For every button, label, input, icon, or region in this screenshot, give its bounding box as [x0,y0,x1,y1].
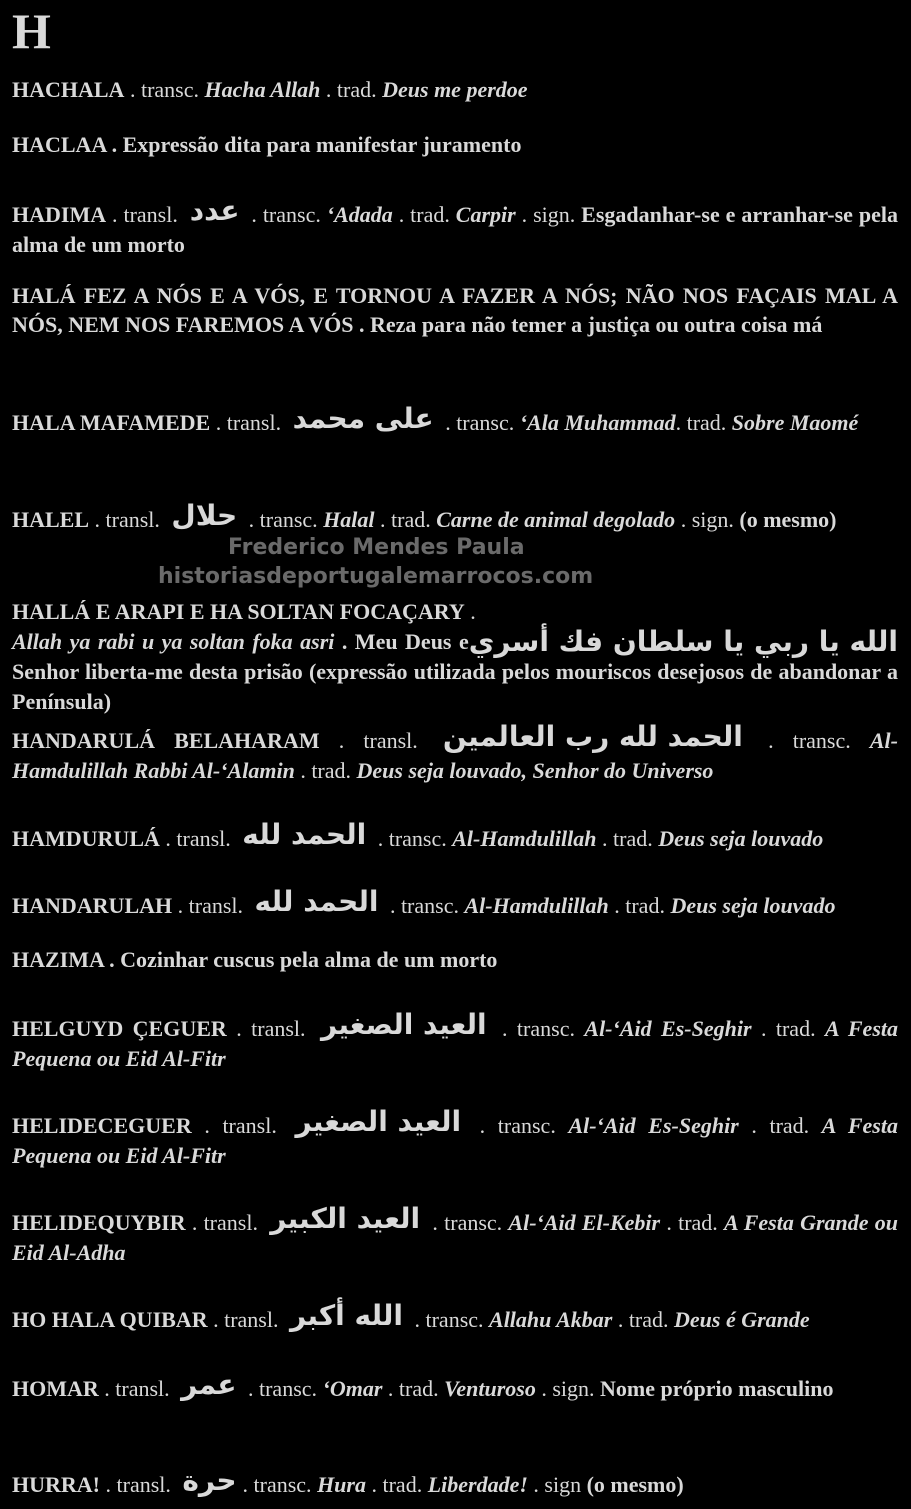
entry-headword: HACLAA . Expressão dita para manifestar juramento [12,132,522,157]
label: . transc. [243,507,324,532]
arabic-text: العيد الصغير [295,1105,462,1138]
label: . trad. [608,893,671,918]
entry-halel [12,501,898,535]
transcription: Al-‘Aid Es-Seghir [568,1113,739,1138]
label: . trad. [751,1016,825,1041]
label: . sign. [535,1376,601,1401]
entry-ho-hala-quibar [12,1301,898,1335]
label: . trad. [294,758,357,783]
label: . transc. [384,893,465,918]
translation: Carne de animal degolado [436,507,676,532]
entry-hazima [12,945,898,975]
translation: Carpir [455,202,516,227]
entry-headword: HALÁ FEZ A NÓS E A VÓS, E TORNOU A FAZER A NÓS; NÃO NOS FAÇAIS MAL A NÓS, NEM NOS FAREMOS A VÓS [12,283,898,337]
entry-headword: HALLÁ E ARAPI E HA SOLTAN FOCAÇARY [12,599,465,624]
label: . transc. [242,1472,318,1497]
transcription: Al-Hamdulillah [464,893,609,918]
entry-homar [12,1370,898,1404]
meaning: . Meu Deus e Senhor liberta-me desta prisão (expressão utilizada pelos mouriscos desejosos de abandonar a Península) [12,629,898,714]
label: . transc. [748,728,870,753]
label: . transl. [100,1472,177,1497]
translation: A Festa Grande ou Eid Al-Adha [12,1210,899,1265]
arabic-text: الحمد لله [242,818,367,851]
label: . sign. [675,507,740,532]
transcription: Halal [323,507,375,532]
translation: Venturoso [444,1376,536,1401]
label: . trad. [320,77,383,102]
label: . transl. [185,1210,265,1235]
entry-hala-fez [12,281,898,339]
label: . trad. [612,1307,675,1332]
label: . transc. [467,1113,569,1138]
entry-headword: HO HALA QUIBAR [12,1307,208,1332]
arabic-text: حرة [182,1464,237,1497]
transcription: ‘Omar [322,1376,383,1401]
translation: Deus me perdoe [382,77,528,102]
label: . transl. [210,410,287,435]
arabic-text: حلال [171,499,238,532]
transcription: ‘Ala Muhammad [519,410,676,435]
arabic-text: عدد [189,194,240,227]
label: . trad. [392,202,456,227]
label: . transl. [319,728,437,753]
label: . transl. [226,1016,315,1041]
meaning: (o mesmo) [739,507,837,532]
meaning: (o mesmo) [586,1472,684,1497]
arabic-text: الله يا ربي يا سلطان فك أسري [468,625,898,658]
entry-hadima [12,196,898,260]
label: . [464,599,476,624]
section-letter: H [12,3,51,59]
entry-headword: HACHALA [12,77,125,102]
transcription: Al-Hamdulillah Rabbi Al-‘Alamin [12,728,898,783]
transcription: Allahu Akbar [489,1307,613,1332]
label: . transl. [207,1307,284,1332]
entry-hamdurula [12,820,898,854]
label: . transl. [159,826,237,851]
label: . trad. [675,410,732,435]
translation: Deus seja louvado [658,826,824,851]
translation: Deus seja louvado [670,893,836,918]
arabic-text: الحمد لله رب العالمين [442,720,743,753]
entry-headword: HAZIMA . Cozinhar cuscus pela alma de um morto [12,947,498,972]
label: . transl. [191,1113,290,1138]
entry-haclaa [12,130,898,160]
label: . transc. [242,1376,323,1401]
meaning: Esgadanhar-se e arranhar-se pela alma de um morto [12,202,898,257]
label: . transc. [492,1016,585,1041]
entry-hachala [12,75,898,105]
label: . trad. [365,1472,428,1497]
entry-hala-mafamede [12,404,898,438]
arabic-text: على محمد [292,402,434,435]
translation: A Festa Pequena ou Eid Al-Fitr [12,1113,898,1168]
label: . trad. [374,507,437,532]
entry-halla-e-arapi [12,597,898,717]
meaning: Nome próprio masculino [600,1376,834,1401]
translation: Sobre Maomé [731,410,859,435]
label: . trad. [596,826,659,851]
watermark-author: Frederico Mendes Paula [228,535,525,560]
label: . transc. [408,1307,490,1332]
arabic-text: الله أكبر [289,1299,403,1332]
entry-headword: HADIMA [12,202,107,227]
translation: A Festa Pequena ou Eid Al-Fitr [12,1016,898,1071]
entry-handarulah [12,887,898,921]
transcription: Hura [317,1472,366,1497]
transcription: ‘Adada [326,202,393,227]
arabic-text: العيد الكبير [270,1202,421,1235]
entry-headword: HALA MAFAMEDE [12,410,211,435]
translation: Deus é Grande [674,1307,810,1332]
label: . transc. [439,410,520,435]
label: . transl. [106,202,184,227]
entry-helguyd-ceguer [12,1010,898,1074]
entry-helidequybir [12,1204,898,1268]
arabic-text: العيد الصغير [320,1008,487,1041]
translation: Liberdade! [427,1472,528,1497]
arabic-text: الحمد لله [254,885,379,918]
label: . trad. [382,1376,445,1401]
label: . transc. [426,1210,509,1235]
entry-headword: HAMDURULÁ [12,826,160,851]
label: . transc. [124,77,205,102]
entry-headword: HELIDECEGUER [12,1113,192,1138]
entry-headword: HOMAR [12,1376,99,1401]
arabic-text: عمر [181,1368,237,1401]
translation: Deus seja louvado, Senhor do Universo [356,758,714,783]
transcription: Allah ya rabi u ya soltan foka asri [12,629,335,654]
entry-headword: HANDARULAH [12,893,173,918]
entry-headword: HELIDEQUYBIR [12,1210,186,1235]
entry-handarula-belaharam [12,722,898,786]
transcription: Hacha Allah [204,77,321,102]
transcription: Al-Hamdulillah [452,826,597,851]
entry-hurra [12,1466,898,1500]
transcription: Al-‘Aid Es-Seghir [584,1016,752,1041]
entry-headword: HALEL [12,507,90,532]
transcription: Al-‘Aid El-Kebir [508,1210,661,1235]
label: . trad. [738,1113,822,1138]
label: . transc. [245,202,327,227]
label: . transl. [172,893,249,918]
label: . trad. [660,1210,725,1235]
entry-headword: HELGUYD ÇEGUER [12,1016,227,1041]
label: . transc. [372,826,453,851]
label: . sign. [515,202,582,227]
entry-helideceguer [12,1107,898,1171]
watermark-url: historiasdeportugalemarrocos.com [158,564,594,589]
label: . sign [527,1472,587,1497]
meaning: . Reza para não temer a justiça ou outra coisa má [353,312,823,337]
entry-headword: HANDARULÁ BELAHARAM [12,728,320,753]
label: . transl. [98,1376,176,1401]
entry-headword: HURRA! [12,1472,100,1497]
label: . transl. [89,507,166,532]
